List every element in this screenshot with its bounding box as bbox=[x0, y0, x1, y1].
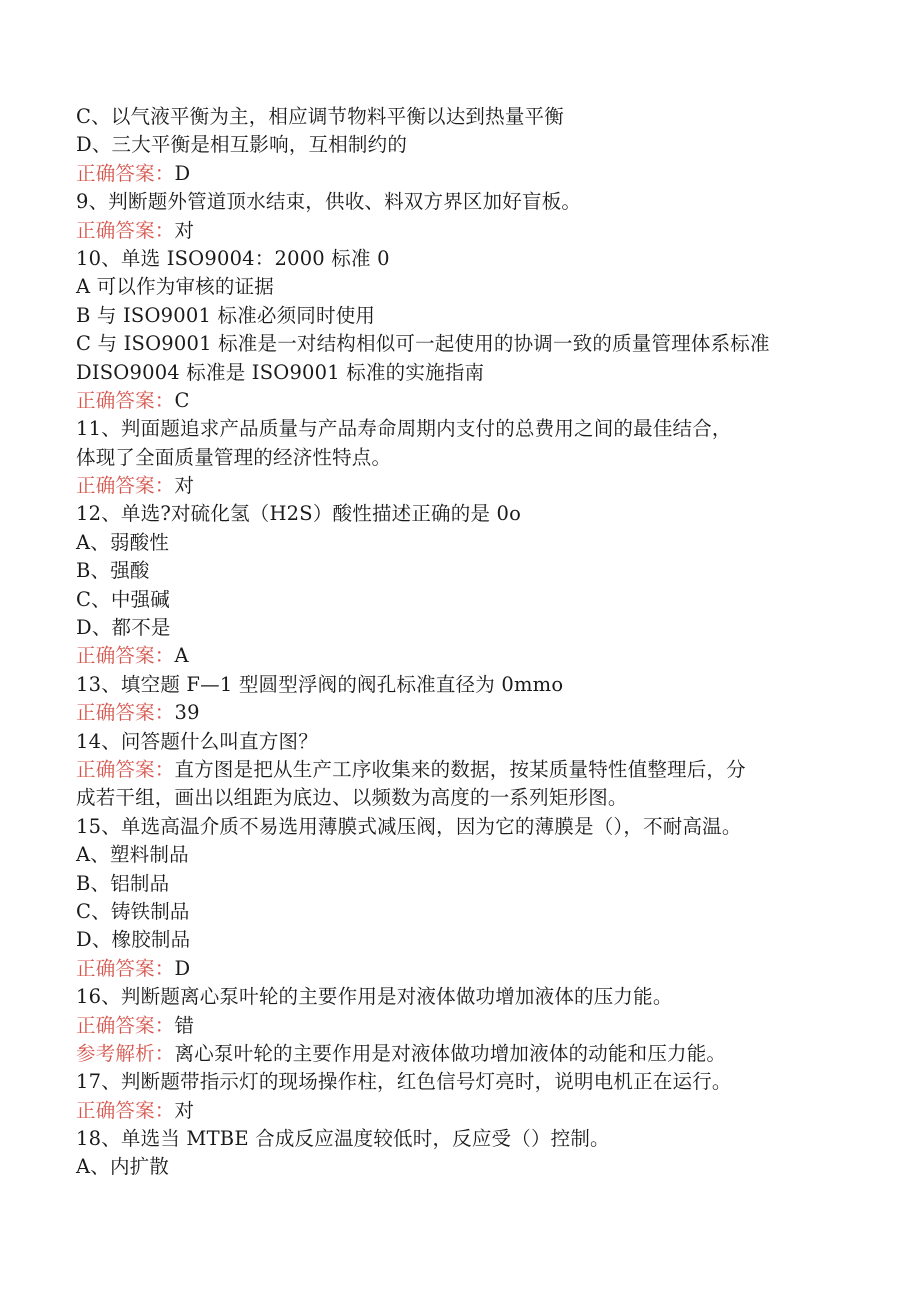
answer-line bbox=[76, 160, 856, 188]
answer-line bbox=[76, 756, 856, 784]
question-line: 12、单选?对硫化氢（H2S）酸性描述正确的是 0o bbox=[76, 502, 522, 526]
answer-line bbox=[76, 699, 856, 727]
question-line: 11、判面题追求产品质量与产品寿命周期内支付的总费用之间的最佳结合， bbox=[76, 417, 732, 441]
option-line: D、都不是 bbox=[76, 616, 171, 640]
option-line: A 可以作为审核的证据 bbox=[76, 275, 274, 299]
answer-label: 正确答案： bbox=[76, 956, 175, 980]
answer-value: 对 bbox=[174, 218, 195, 242]
answer-value: A bbox=[174, 644, 189, 668]
option-line: B 与 ISO9001 标准必须同时使用 bbox=[76, 303, 376, 327]
option-line: A、内扩散 bbox=[76, 1155, 170, 1179]
answer-label: 正确答案： bbox=[76, 161, 175, 185]
answer-label: 正确答案： bbox=[76, 218, 175, 242]
answer-value: D bbox=[174, 956, 191, 980]
question-line: 9、判断题外管道顶水结束，供收、料双方界区加好盲板。 bbox=[76, 190, 582, 214]
option-line: A、弱酸性 bbox=[76, 530, 170, 554]
answer-line bbox=[76, 1097, 856, 1125]
document-body bbox=[76, 103, 856, 1182]
question-line: 17、判断题带指示灯的现场操作柱，红色信号灯亮时，说明电机正在运行。 bbox=[76, 1070, 732, 1094]
option-line: C 与 ISO9001 标准是一对结构相似可一起使用的协调一致的质量管理体系标准 bbox=[76, 332, 770, 356]
answer-line bbox=[76, 642, 856, 670]
answer-label: 正确答案： bbox=[76, 644, 175, 668]
option-line: C、中强碱 bbox=[76, 587, 170, 611]
answer-value: 对 bbox=[174, 1098, 195, 1122]
answer-label: 正确答案： bbox=[76, 474, 175, 498]
answer-value: 对 bbox=[174, 474, 195, 498]
text-line: C、以气液平衡为主，相应调节物料平衡以达到热量平衡 bbox=[76, 105, 564, 128]
answer-line bbox=[76, 472, 856, 500]
question-line: 15、单选高温介质不易选用薄膜式减压阀，因为它的薄膜是（），不耐高温。 bbox=[76, 814, 742, 838]
option-line: C、铸铁制品 bbox=[76, 899, 190, 923]
option-line: D、橡胶制品 bbox=[76, 928, 191, 952]
answer-label: 正确答案： bbox=[76, 1098, 175, 1122]
answer-line bbox=[76, 955, 856, 983]
answer-label: 正确答案： bbox=[76, 388, 175, 412]
answer-value: D bbox=[174, 161, 191, 185]
option-line: B、强酸 bbox=[76, 559, 150, 583]
answer-value: 39 bbox=[174, 701, 200, 725]
answer-line bbox=[76, 387, 856, 415]
answer-value: C bbox=[174, 388, 190, 412]
explanation-line bbox=[76, 1040, 856, 1068]
option-line: A、塑料制品 bbox=[76, 843, 189, 867]
question-line: 18、单选当 MTBE 合成反应温度较低时，反应受（）控制。 bbox=[76, 1127, 610, 1151]
answer-label: 正确答案： bbox=[76, 1013, 175, 1037]
answer-value: 直方图是把从生产工序收集来的数据，按某质量特性值整理后，分 bbox=[174, 757, 746, 781]
text-line: 成若干组，画出以组距为底边、以频数为高度的一系列矩形图。 bbox=[76, 786, 628, 810]
answer-line bbox=[76, 1012, 856, 1040]
question-line: 10、单选 ISO9004：2000 标准 0 bbox=[76, 246, 390, 270]
option-line: DISO9004 标准是 ISO9001 标准的实施指南 bbox=[76, 360, 485, 384]
text-line: 体现了全面质量管理的经济性特点。 bbox=[76, 445, 392, 469]
option-line: B、铝制品 bbox=[76, 871, 170, 895]
answer-value: 错 bbox=[174, 1013, 195, 1037]
question-line: 14、问答题什么叫直方图？ bbox=[76, 729, 318, 753]
question-line: 13、填空题 F—1 型圆型浮阀的阀孔标准直径为 0mmo bbox=[76, 672, 564, 696]
explanation-value: 离心泵叶轮的主要作用是对液体做功增加液体的动能和压力能。 bbox=[174, 1041, 727, 1065]
answer-label: 正确答案： bbox=[76, 757, 175, 781]
question-line: 16、判断题离心泵叶轮的主要作用是对液体做功增加液体的压力能。 bbox=[76, 985, 673, 1009]
text-line: D、三大平衡是相互影响，互相制约的 bbox=[76, 133, 408, 157]
answer-label: 正确答案： bbox=[76, 701, 175, 725]
explanation-label: 参考解析： bbox=[76, 1041, 175, 1065]
answer-line bbox=[76, 217, 856, 245]
